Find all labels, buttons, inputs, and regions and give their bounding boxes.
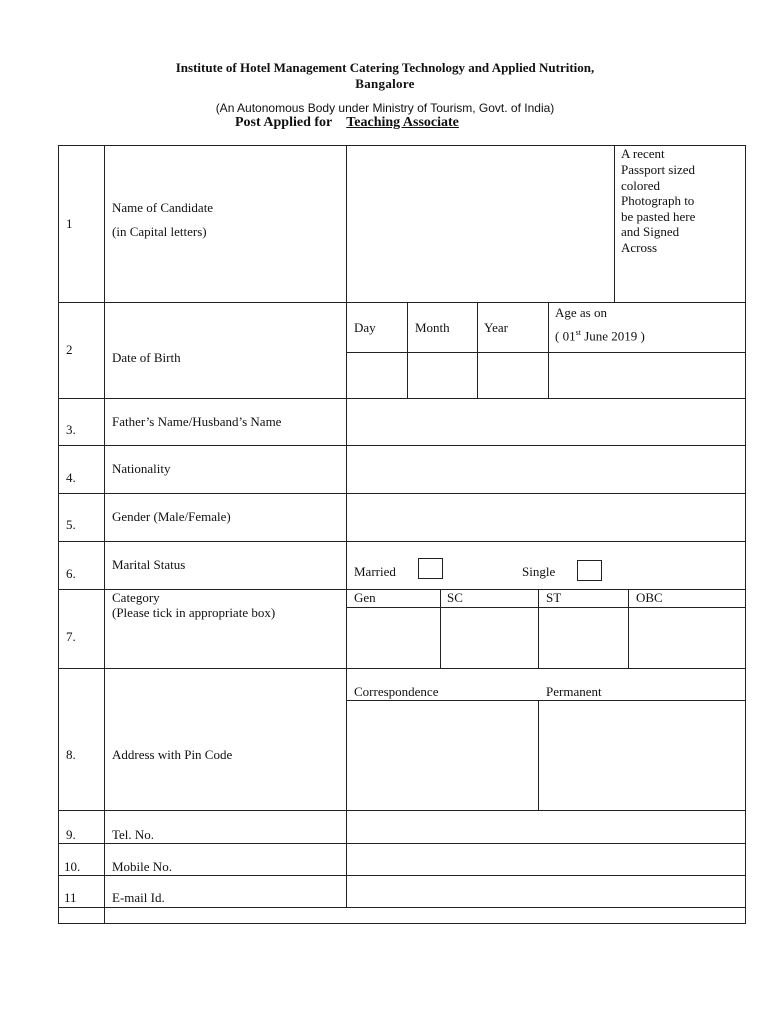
category-obc-header: OBC [636,590,663,605]
row-number: 6. [66,566,76,581]
number-column-divider [104,145,105,924]
mobile-no-field[interactable] [347,844,745,875]
row-number: 2 [66,342,73,357]
age-reference-date [555,328,645,344]
row-number: 9. [66,827,76,842]
row-number: 3. [66,422,76,437]
email-label: E-mail Id. [112,890,165,905]
photo-note-line: Photograph to [621,193,695,208]
post-applied-value: Teaching Associate [346,115,459,130]
table-left-border [58,145,59,924]
row-number: 7. [66,629,76,644]
correspondence-address-header: Correspondence [354,684,439,699]
single-option-label: Single [522,564,556,579]
date-of-birth-label: Date of Birth [112,350,181,365]
row-number: 10. [64,859,81,874]
category-instruction: (Please tick in appropriate box) [112,605,276,620]
dob-day-header: Day [354,320,376,335]
row-number: 11 [64,890,77,905]
category-gen-header: Gen [354,590,376,605]
photo-note-line: A recent [621,146,665,161]
age-as-on-label: Age as on [555,305,607,320]
institute-title: Institute of Hotel Management Catering Technology and Applied Nutrition, [175,60,595,75]
photo-note-line: be pasted here [621,209,696,224]
nationality-field[interactable] [347,446,745,493]
name-of-candidate-label: Name of Candidate [112,200,214,215]
age-date-suffix-sup: st [575,328,581,337]
photo-box-divider [614,145,615,302]
post-applied-label: Post Applied for [235,115,333,130]
permanent-address-header: Permanent [546,684,602,699]
row-number: 1 [66,216,73,231]
married-checkbox[interactable] [418,558,443,579]
permanent-address-field[interactable] [539,701,745,810]
married-option-label: Married [354,564,396,579]
category-obc-box[interactable] [629,608,745,668]
category-gen-box[interactable] [347,608,440,668]
photo-box[interactable] [621,146,745,302]
father-husband-name-field[interactable] [347,399,745,445]
category-sc-box[interactable] [441,608,538,668]
email-field[interactable] [347,876,745,907]
father-husband-name-label: Father’s Name/Husband’s Name [112,414,282,429]
dob-day-field[interactable] [347,353,407,398]
nationality-label: Nationality [112,461,171,476]
row-number: 4. [66,470,76,485]
tel-no-field[interactable] [347,811,745,843]
row-divider [58,302,746,303]
table-right-border [745,145,746,924]
dob-year-header: Year [484,320,508,335]
row-divider [58,541,746,542]
category-sc-header: SC [447,590,463,605]
name-of-candidate-field[interactable] [347,146,614,302]
table-bottom-border [58,923,746,924]
marital-status-label: Marital Status [112,557,186,572]
row-number: 5. [66,517,76,532]
row-divider [58,668,746,669]
category-label: Category [112,590,160,605]
category-st-box[interactable] [539,608,628,668]
address-label: Address with Pin Code [112,747,233,762]
photo-note-line: and Signed [621,224,680,239]
dob-year-field[interactable] [478,353,548,398]
gender-label: Gender (Male/Female) [112,509,231,524]
name-capital-letters-note: (in Capital letters) [112,224,207,239]
gender-field[interactable] [347,494,745,541]
photo-note-line: colored [621,178,660,193]
mobile-no-label: Mobile No. [112,859,172,874]
category-st-header: ST [546,590,562,605]
tel-no-label: Tel. No. [112,827,155,842]
photo-note-line: Passport sized [621,162,696,177]
single-checkbox[interactable] [577,560,602,581]
row-number: 8. [66,747,76,762]
age-date-prefix: ( 01 [555,328,576,344]
age-field[interactable] [549,353,745,398]
institute-subtitle: (An Autonomous Body under Ministry of Tourism, Govt. of India) [215,101,555,115]
correspondence-address-field[interactable] [347,701,538,810]
dob-month-field[interactable] [408,353,477,398]
age-date-suffix: June 2019 ) [580,328,645,344]
photo-note-line: Across [621,240,658,255]
row-divider [58,907,746,908]
dob-month-header: Month [415,320,450,335]
institute-city: Bangalore [355,76,415,91]
